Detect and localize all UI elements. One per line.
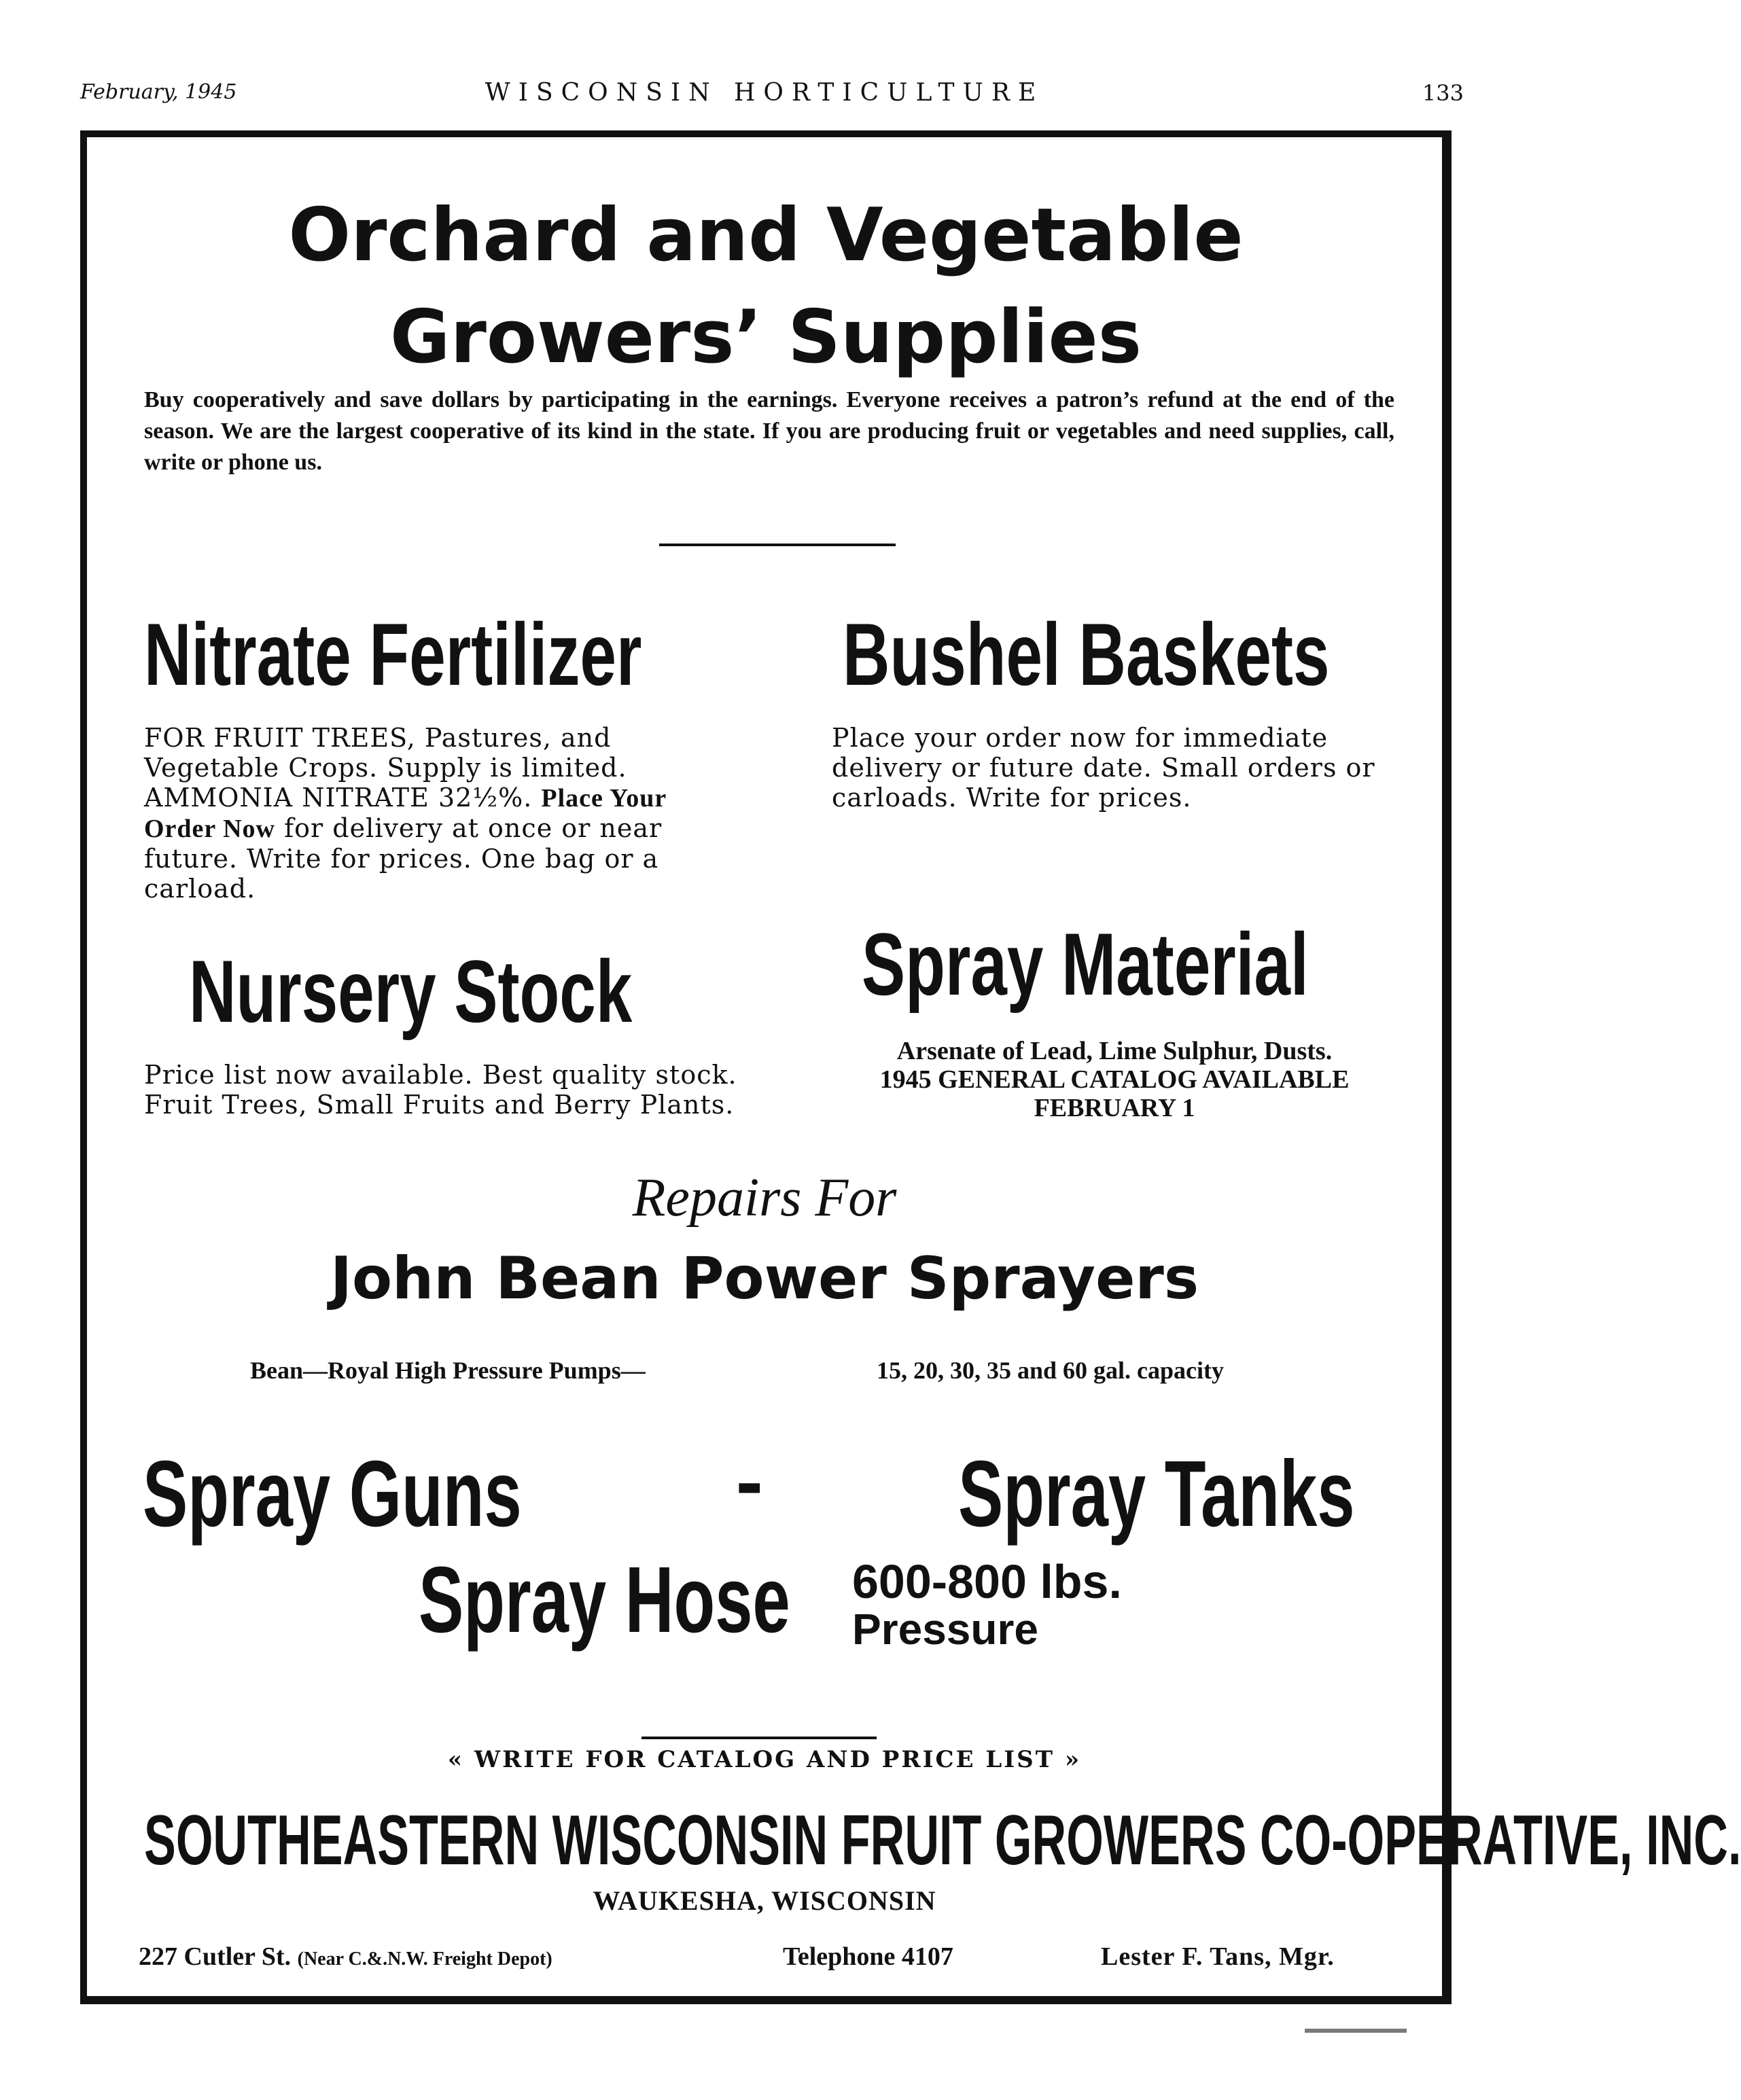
spray-material-title: Spray Material — [862, 914, 1309, 1014]
nursery-line-2: Fruit Trees, Small Fruits and Berry Plants. — [144, 1090, 735, 1120]
headline-line-2: Growers’ Supplies — [389, 295, 1142, 380]
repairs-for-heading: Repairs For — [632, 1168, 897, 1228]
page-footer-mark — [1305, 2029, 1407, 2033]
page-number: 133 — [1422, 80, 1464, 106]
address-note: (Near C.&.N.W. Freight Depot) — [297, 1948, 552, 1970]
title-separator: - — [735, 1444, 764, 1524]
spray-hose-title: Spray Hose — [419, 1548, 790, 1652]
write-for-catalog-line: « WRITE FOR CATALOG AND PRICE LIST » — [447, 1746, 1082, 1773]
nitrate-body-bold: Place Your Order Now — [144, 784, 667, 843]
nursery-line-1: Price list now available. Best quality stock. — [144, 1060, 737, 1090]
pumps-capacity: 15, 20, 30, 35 and 60 gal. capacity — [877, 1357, 1225, 1384]
divider-rule — [641, 1737, 877, 1739]
divider-rule — [659, 544, 896, 546]
nitrate-fertilizer-body — [144, 723, 733, 904]
telephone-number: Telephone 4107 — [783, 1942, 953, 1971]
john-bean-sprayers-heading: John Bean Power Sprayers — [330, 1245, 1199, 1313]
street-address — [139, 1942, 552, 1972]
publication-title: WISCONSIN HORTICULTURE — [485, 79, 1044, 107]
nursery-stock-title: Nursery Stock — [189, 942, 633, 1041]
address-street: 227 Cutler St. — [139, 1942, 292, 1971]
cooperative-city: WAUKESHA, WISCONSIN — [593, 1885, 936, 1916]
manager-name: Lester F. Tans, Mgr. — [1101, 1942, 1335, 1971]
spray-material-line-2: 1945 GENERAL CATALOG AVAILABLE — [879, 1065, 1350, 1094]
pumps-label: Bean—Royal High Pressure Pumps— — [250, 1357, 646, 1384]
intro-paragraph: Buy cooperatively and save dollars by participating in the earnings. Everyone receives a patron’s refund at the end of the season. We are the largest cooperative of its kind in the state. If you are producing fruit or vegetables and need supplies, call, write or phone us. — [144, 387, 1394, 475]
spray-tanks-title: Spray Tanks — [958, 1442, 1355, 1546]
pressure-label: Pressure — [852, 1605, 1038, 1654]
spray-guns-title: Spray Guns — [143, 1442, 522, 1546]
cooperative-name: SOUTHEASTERN WISCONSIN FRUIT GROWERS CO-OPERATIVE, INC. — [144, 1801, 1741, 1880]
ad-headline — [80, 185, 1452, 389]
nitrate-body-text-1: FOR FRUIT TREES, Pastures, and Vegetable Crops. Supply is limited. AMMONIA NITRATE 32½%. — [144, 723, 627, 813]
nitrate-body-text-2: for delivery at once or near future. Write for prices. One bag or a carload. — [144, 813, 663, 904]
spray-material-line-1: Arsenate of Lead, Lime Sulphur, Dusts. — [896, 1037, 1333, 1065]
spray-material-line-3: FEBRUARY 1 — [1034, 1094, 1195, 1122]
spray-material-body — [809, 1037, 1420, 1122]
nitrate-fertilizer-title: Nitrate Fertilizer — [144, 605, 642, 704]
pressure-rating: 600-800 lbs. — [852, 1555, 1122, 1608]
bushel-baskets-body: Place your order now for immediate delivery or future date. Small orders or carloads. Write for prices. — [832, 723, 1375, 813]
nursery-stock-body — [144, 1060, 742, 1120]
headline-line-1: Orchard and Vegetable — [288, 193, 1244, 278]
issue-date: February, 1945 — [80, 80, 237, 104]
bushel-baskets-title: Bushel Baskets — [843, 605, 1330, 704]
